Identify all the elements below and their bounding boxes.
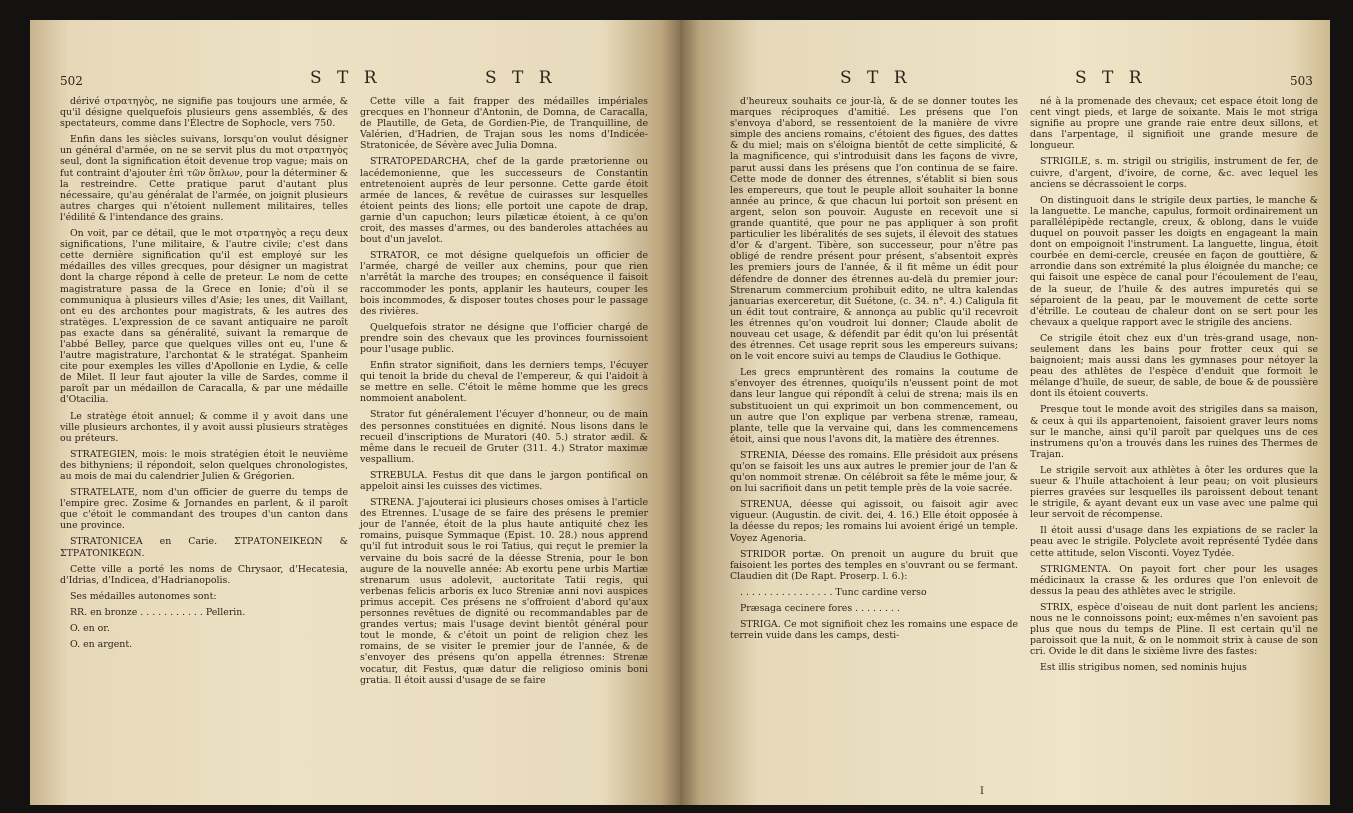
right-page-number: 503 xyxy=(1290,74,1313,88)
paragraph: Strator fut généralement l'écuyer d'honneur, ou de main des personnes constituées en dignité. Nous lisons dans le recueil d'inscriptions de Muratori (40. 5.) strator ædil. & même dans le recueil de Gruter (311. 4.) Strator maximæ vespallium. xyxy=(360,409,648,465)
right-column-2 xyxy=(1030,96,1318,679)
signature-mark: I xyxy=(980,786,984,797)
paragraph: STRIGA. Ce mot signifioit chez les romains une espace de terrein vuide dans les camps, desti- xyxy=(730,619,1018,642)
paragraph: Presque tout le monde avoit des strigiles dans sa maison, & ceux à qui ils appartenoient, faisoient graver leurs noms sur le manche, ainsi qu'il paroît par quelques uns de ces instrumens qu'on a trouvés dans les ruines des Thermes de Trajan. xyxy=(1030,404,1318,460)
left-page-number: 502 xyxy=(60,74,83,88)
paragraph: O. en or. xyxy=(70,623,110,635)
paragraph: Ses médailles autonomes sont: xyxy=(70,590,217,602)
paragraph: né à la promenade des chevaux; cet espace étoit long de cent vingt pieds, et large de soixante. Mais le mot striga signifie au propre une grande raie entre deux sillons, et dans l'arpentage, il signifioit une grande mesure de longueur. xyxy=(1030,96,1318,152)
left-page-columns xyxy=(60,96,680,691)
left-column-1 xyxy=(60,96,348,691)
paragraph: Les grecs empruntèrent des romains la coutume de s'envoyer des étrennes, quoiqu'ils n'eussent point de mot dans leur langue qui répondît à celui de strena; mais ils en substituoient un qui exprimoit un bon commencement, ou un autre que l'on explique par verbena strenæ, rameau, plante, telle que la vervaine qui, dans les commencemens étoit, ainsi que nous l'avons dit, la matière des étrennes. xyxy=(730,367,1018,445)
paragraph: On voit, par ce détail, que le mot στρατηγὸς a reçu deux significations, l'une militaire, & l'autre civile; c'est dans cette dernière signification qu'il est employé sur les médailles des villes grecques, pour désigner un magistrat dont la charge répond à celle de preteur. Le nom de cette magistrature passa de la Grece en Ionie; d'où il se communiqua à plusieurs villes d'Asie; les unes, dit Vaillant, ont eu des archontes pour magistrats, & les autres des stratèges. L'expression de ce savant antiquaire ne paroît pas exacte dans sa généralité, suivant la remarque de l'abbé Belley, parce que quelques villes ont eu, l'une & l'autre magistrature, l'archontat & le stratégat. Spanheim cite pour exemples les villes d'Apollonie en Lydie, & celle de Milet. Il leur faut ajouter la ville de Sardes, comme il paroît par un médaillon de Caracalla, & par une médaille d'Otacilia. xyxy=(60,228,348,406)
paragraph: STRENUA, déesse qui agissoit, ou faisoit agir avec vigueur. (Augustin. de civit. dei, 4. 16.) Elle étoit opposée à la déesse du repos; les romains lui avoient érigé un temple. Voyez Agenoria. xyxy=(730,499,1018,544)
paragraph: STRENIA, Déesse des romains. Elle présidoit aux présens qu'on se faisoit les uns aux autres le premier jour de l'an & qu'on nommoit strenæ. On célébroit sa fête le même jour, & on lui sacrifioit dans un petit temple près de la voie sacrée. xyxy=(730,449,1018,495)
right-page-header xyxy=(730,68,1330,92)
paragraph: Enfin dans les siècles suivans, lorsqu'on voulut désigner un général d'armée, on ne se servit plus du mot στρατηγὸς seul, dont la signification étoit devenue trop vague; mais on fut contraint d'ajouter ἐπὶ τῶν ὅπλων, pour la déterminer & la restreindre. Cette pratique parut d'autant plus nécessaire, qu'au généralat de l'armée, on joignit plusieurs autres charges qui n'étoient nullement militaires, telles l'édilité & l'intendance des grains. xyxy=(60,134,348,223)
paragraph: STRATELATE, nom d'un officier de guerre du temps de l'empire grec. Zosime & Jornandes en parlent, & il paroît que c'étoit le commandant des troupes d'un canton dans une province. xyxy=(60,487,348,532)
paragraph: Enfin strator signifioit, dans les derniers temps, l'écuyer qui tenoit la bride du cheval de l'empereur, & qui l'aidoit à se mettre en selle. C'étoit le même homme que les grecs nommoient anabolent. xyxy=(360,360,648,405)
paragraph: STREBULA. Festus dit que dans le jargon pontifical on appeloit ainsi les cuisses des victimes. xyxy=(360,469,648,492)
right-running-head: S T R xyxy=(840,68,912,88)
paragraph: STRATOR, ce mot désigne quelquefois un officier de l'armée, chargé de veiller aux chemins, pour que rien n'arrêtât la marche des troupes; en conséquence il faisoit raccommoder les ponts, applanir les hauteurs, couper les bois incommodes, & disposer toutes choses pour le passage des rivières. xyxy=(360,250,648,317)
paragraph: STRIGILE, s. m. strigil ou strigilis, instrument de fer, de cuivre, d'argent, d'ivoire, de corne, &c. avec lequel les anciens se décrassoient le corps. xyxy=(1030,156,1318,190)
paragraph: Cette ville a fait frapper des médailles impériales grecques en l'honneur d'Antonin, de Domna, de Caracalla, de Plautille, de Geta, de Gordien-Pie, de Tranquilline, de Valérien, d'Hadrien, de Trajan sous les noms d'Indicée-Stratonicée, de Sévère avec Julia Domna. xyxy=(360,96,648,152)
paragraph: STRIGMENTA. On payoit fort cher pour les usages médicinaux la crasse & les ordures que l'on enlevoit de dessus la peau des athlètes avec le strigile. xyxy=(1030,563,1318,597)
left-column-2 xyxy=(360,96,648,691)
right-page xyxy=(680,20,1330,805)
right-running-head-col2: S T R xyxy=(1075,68,1147,88)
right-column-1 xyxy=(730,96,1018,679)
paragraph: Le stratège étoit annuel; & comme il y avoit dans une ville plusieurs archontes, il y avoit aussi plusieurs stratèges ou préteurs. xyxy=(60,410,348,444)
paragraph: RR. en bronze . . . . . . . . . . . Pellerin. xyxy=(70,606,246,618)
paragraph: . . . . . . . . . . . . . . . . Tunc cardine verso xyxy=(740,586,927,598)
paragraph: STRIX, espèce d'oiseau de nuit dont parlent les anciens; nous ne le connoissons point; eux-mêmes n'en savoient pas plus que nous du temps de Pline. Il est certain qu'il ne paroissoit que la nuit, & on le nommoit strix à cause de son cri. Ovide le dit dans le sixième livre des fastes: xyxy=(1030,601,1318,658)
paragraph: Est illis strigibus nomen, sed nominis hujus xyxy=(1040,662,1247,674)
paragraph: STRIDOR portæ. On prenoit un augure du bruit que faisoient les portes des temples en s'ouvrant ou se fermant. Claudien dit (De Rapt. Proserp. l. 6.): xyxy=(730,548,1018,582)
paragraph: On distinguoit dans le strigile deux parties, le manche & la languette. Le manche, capulus, formoit ordinairement un parallélépipède rectangle, creux, & oblong, dans le vuide duquel on pouvoit passer les doigts en engageant la main dont on empoignoit l'instrument. La languette, lingua, étoit courbée en demi-cercle, creusée en façon de gouttière, & arrondie dans son extrémité la plus éloignée du manche; ce qui faisoit une espèce de canal pour l'écoulement de l'eau, de la sueur, de l'huile & des autres impuretés qui se séparoient de la peau, par le mouvement de cette sorte d'étrille. Le couteau de chaleur dont on se sert pour les chevaux a quelque rapport avec le strigile des anciens. xyxy=(1030,194,1318,328)
open-book xyxy=(30,20,1330,805)
left-page-header xyxy=(60,68,680,92)
paragraph: Ce strigile étoit chez eux d'un très-grand usage, non-seulement dans les bains pour frotter ceux qui se baignoient; mais aussi dans les gymnases pour nétoyer la peau des athlètes de l'espèce d'enduit que formoit le mélange d'huile, de sueur, de sable, de boue & de poussière dont ils étoient couverts. xyxy=(1030,332,1318,400)
paragraph: Quelquefois strator ne désigne que l'officier chargé de prendre soin des chevaux que les provinces fournissoient pour l'usage public. xyxy=(360,321,648,355)
left-page xyxy=(30,20,680,805)
paragraph: O. en argent. xyxy=(70,639,133,651)
paragraph: STRATEGIEN, mois: le mois stratégien étoit le neuvième des bithyniens; il répondoit, selon quelques chronologistes, au mois de mai du calendrier Julien & Grégorien. xyxy=(60,448,348,482)
paragraph: Le strigile servoit aux athlètes à ôter les ordures que la sueur & l'huile attachoient à leur peau; on voit plusieurs pierres gravées sur lesquelles ils paroissent debout tenant le strigile, & ayant devant eux un vase avec une palme qui leur servoit de récompense. xyxy=(1030,464,1318,521)
paragraph: Cette ville a porté les noms de Chrysaor, d'Hecatesia, d'Idrias, d'Indicea, d'Hadrianopolis. xyxy=(60,563,348,586)
left-running-head-col2: S T R xyxy=(485,68,557,88)
paragraph: STRATONICEA en Carie. ΣΤΡΑΤΟΝΕΙΚΕΩΝ & ΣΤΡΑΤΟΝΙΚΕΩΝ. xyxy=(60,536,348,559)
paragraph: d'heureux souhaits ce jour-là, & de se donner toutes les marques réciproques d'amitié. Les présens que l'on s'envoya d'abord, se ressentoient de la manière de vivre simple des anciens romains, c'étoient des figues, des dattes & du miel; mais on s'éloigna bientôt de cette simplicité, & la magnificence, qui s'introduisit dans les façons de vivre, parut aussi dans les présens que l'on continua de se faire. Cette mode de donner des étrennes, s'établit si bien sous les empereurs, que tout le peuple alloit souhaiter la bonne année au prince, & que chacun lui portoit son présent en argent, selon son pouvoir. Auguste en recevoit une si grande quantité, que pour ne pas appliquer à son profit particulier les libéralités de ses sujets, il élevoit des statues d'or & d'argent. Tibère, son successeur, pour n'être pas obligé de rendre présent pour présent, s'absentoit exprès les premiers jours de l'année, & il fit même un édit pour défendre de donner des étrennes au-delà du premier jour: Strenarum commercium prohibuit edito, ne ultra kalendas januarias exerceretur, dit Suétone, (c. 34. n°. 4.) Caligula fit un édit tout contraire, & annonça au public qu'il recevroit les étrennes qu'on voudroit lui donner; Claude abolit de nouveau cet usage, & défendit par édit qu'on lui présentât des étrennes. Cet usage reprit sous les empereurs suivans; on le voit encore suivi au temps de Claudius le Gothique. xyxy=(730,96,1018,363)
paragraph: STRENA. J'ajouterai ici plusieurs choses omises à l'article des Etrennes. L'usage de se faire des présens le premier jour de l'année, étoit de la plus haute antiquité chez les romains, puisque Symmaque (Epist. 10. 28.) nous apprend qu'il fut introduit sous le roi Tatius, qui reçut le premier la vervaine du bois sacré de la déesse Strenia, pour le bon augure de la nouvelle année: Ab exortu pene urbis Martiæ strenarum usus adolevit, auctoritate Tatii regis, qui verbenas felicis arboris ex luco Streniæ anni novi auspices primus accepit. Ces présens ne s'offroient d'abord qu'aux personnes revêtues de dignité ou recommandables par de grandes vertus; mais l'usage devint bientôt général pour tout le monde, & c'étoit un point de religion chez les romains, de se visiter le premier jour de l'année, & de s'envoyer des présens qu'on appella étrennes: Strenæ vocatur, dit Festus, quæ datur die religioso ominis boni gratia. Il étoit aussi d'usage de se faire xyxy=(360,497,648,686)
paragraph: Il étoit aussi d'usage dans les expiations de se racler la peau avec le strigile. Polyclete avoit représenté Tydée dans cette attitude, selon Visconti. Voyez Tydée. xyxy=(1030,525,1318,559)
right-page-columns xyxy=(730,96,1330,679)
paragraph: STRATOPEDARCHA, chef de la garde prætorienne ou lacédemonienne, que les successeurs de Constantin entretenoient auprès de leur personne. Cette garde étoit armée de lances, & revêtue de cuirasses sur lesquelles étoient peints des lions; elle portoit une capote de drap, garnie d'un capuchon; leurs pilæticæ étoient, à ce qu'on croit, des masses d'armes, ou des banderoles attachées au bout d'un javelot. xyxy=(360,156,648,246)
left-running-head: S T R xyxy=(310,68,382,88)
paragraph: Præsaga cecinere fores . . . . . . . . xyxy=(740,603,900,615)
paragraph: dérivé στρατηγὸς, ne signifie pas toujours une armée, & qu'il désigne quelquefois plusieurs gens assemblés, & des spectateurs, comme dans l'Électre de Sophocle, vers 750. xyxy=(60,96,348,130)
